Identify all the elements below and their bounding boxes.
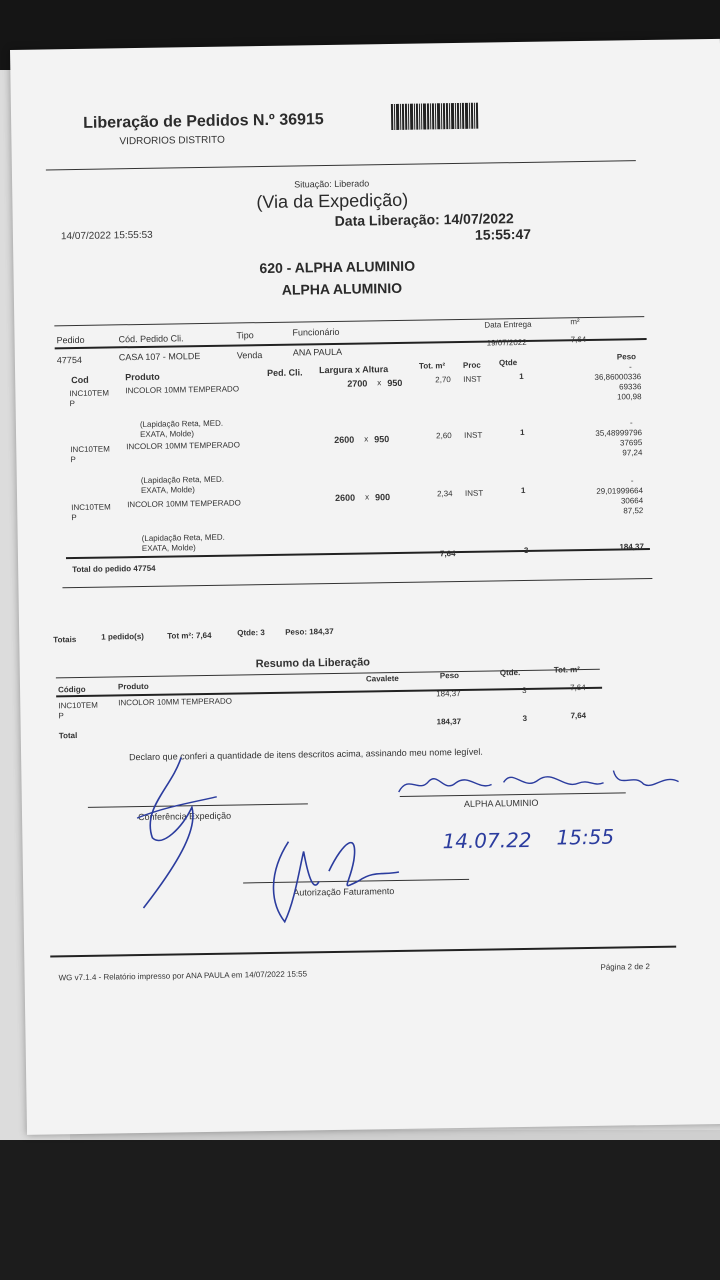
items-col-largura-altura: Largura x Altura: [318, 364, 389, 376]
footer-right: Página 2 de 2: [600, 962, 650, 972]
resumo-col-peso: Peso: [439, 671, 460, 681]
item-dash: -: [628, 362, 632, 372]
order-funcionario: ANA PAULA: [292, 346, 343, 358]
totals-peso: Peso: 184,37: [285, 626, 334, 637]
items-col-tot-m2: Tot. m²: [418, 361, 446, 371]
barcode: [391, 102, 497, 130]
resumo-total-label: Total: [58, 731, 78, 741]
totals-pedidos: 1 pedido(s): [101, 631, 144, 642]
item-qtde: 1: [519, 371, 524, 382]
resumo-total-m2: 7,64: [570, 711, 587, 721]
item-obs-2: EXATA, Molde): [139, 429, 195, 440]
item-tot-m2: 2,34: [436, 489, 453, 499]
item-produto: INCOLOR 10MM TEMPERADO: [125, 384, 240, 396]
item-proc: INST: [464, 430, 483, 440]
resumo-row-peso: 184,37: [436, 689, 461, 699]
item-dash: -: [629, 418, 633, 428]
item-proc: INST: [463, 374, 482, 384]
resumo-col-produto: Produto: [117, 681, 149, 692]
item-cod-suffix: P: [70, 455, 76, 465]
totals-qtde: Qtde: 3: [237, 628, 265, 638]
items-col-proc: Proc: [462, 360, 481, 370]
signature-label-cliente: ALPHA ALUMINIO: [463, 797, 539, 809]
items-col-peso: Peso: [616, 352, 637, 362]
resumo-title: Resumo da Liberação: [255, 656, 371, 671]
signature-label-conferencia: Conferência Expedição: [137, 810, 232, 823]
signature-autorizacao-drawing: [258, 830, 410, 932]
order-total-qtde: 3: [523, 545, 529, 555]
order-data-entrega: 19/07/2022: [486, 337, 527, 348]
item-cod-suffix: P: [71, 513, 77, 523]
item-cod-suffix: P: [69, 399, 75, 409]
item-altura: 950: [387, 377, 403, 389]
items-col-ped-cli: Ped. Cli.: [267, 367, 303, 379]
col-tipo: Tipo: [236, 330, 254, 341]
item-cod: INC10TEM: [71, 502, 111, 513]
item-qtde: 1: [520, 485, 526, 496]
col-pedido: Pedido: [56, 334, 85, 346]
resumo-total-qtde: 3: [522, 713, 528, 724]
items-col-qtde: Qtde: [498, 358, 518, 368]
item-cod: INC10TEM: [70, 444, 110, 455]
item-peso-2: 69336: [619, 382, 642, 392]
item-altura: 900: [374, 492, 391, 503]
item-peso-3: 87,52: [623, 506, 644, 516]
item-tot-m2: 2,70: [435, 375, 451, 385]
resumo-row-produto: INCOLOR 10MM TEMPERADO: [118, 696, 232, 708]
via-expedicao: (Via da Expedição): [256, 189, 409, 213]
order-cod-pedido: CASA 107 - MOLDE: [118, 351, 201, 363]
signature-cliente-drawing: [393, 760, 684, 805]
item-tot-m2: 2,60: [436, 431, 452, 441]
document-page: [10, 39, 720, 1135]
item-peso-2: 30664: [620, 496, 644, 506]
header-divider: [46, 160, 636, 170]
resumo-row-m2: 7,64: [570, 683, 586, 693]
item-peso-2: 37695: [619, 438, 643, 448]
print-datetime: 14/07/2022 15:55:53: [60, 229, 153, 243]
order-total-m2: 7,64: [439, 549, 456, 559]
resumo-row-codigo-suffix: P: [58, 711, 64, 721]
item-obs-1: (Lapidação Reta, MED.: [140, 474, 224, 485]
item-peso-1: 35,48999796: [595, 428, 643, 438]
item-dash: -: [630, 476, 634, 486]
item-x: x: [377, 378, 382, 388]
signature-label-autorizacao: Autorização Faturamento: [293, 886, 395, 898]
resumo-col-cavalete: Cavalete: [365, 673, 399, 684]
order-tipo: Venda: [236, 350, 263, 361]
item-obs-1: (Lapidação Reta, MED.: [141, 532, 225, 543]
background-bottom: [0, 1140, 720, 1280]
data-liberacao-time: 15:55:47: [474, 225, 532, 243]
resumo-row-qtde: 3: [522, 685, 527, 696]
data-liberacao: Data Liberação: 14/07/2022: [334, 210, 514, 229]
item-peso-1: 36,86000336: [594, 372, 642, 382]
col-data-entrega: Data Entrega: [484, 319, 532, 330]
order-pedido: 47754: [56, 354, 82, 366]
order-total-peso: 184,37: [619, 542, 644, 552]
footer-left: WG v7.1.4 - Relatório impresso por ANA PAULA em 14/07/2022 15:55: [58, 969, 308, 983]
declaration-text: Declaro que conferi a quantidade de itens descritos acima, assinando meu nome legível.: [129, 746, 483, 763]
resumo-total-peso: 184,37: [436, 716, 462, 727]
client-line-1: 620 - ALPHA ALUMINIO: [259, 257, 416, 277]
item-largura: 2600: [334, 434, 355, 445]
resumo-col-qtde: Qtde.: [499, 668, 521, 678]
item-x: x: [364, 434, 369, 444]
company-name: VIDRORIOS DISTRITO: [119, 134, 225, 148]
item-qtde: 1: [520, 427, 525, 438]
item-produto: INCOLOR 10MM TEMPERADO: [127, 498, 241, 510]
order-total-label: Total do pedido 47754: [72, 563, 156, 575]
totals-label: Totais: [53, 635, 77, 645]
footer-line: [50, 946, 676, 958]
item-largura: 2700: [347, 378, 368, 389]
item-peso-1: 29,01999664: [596, 486, 644, 496]
client-line-2: ALPHA ALUMINIO: [281, 279, 403, 298]
order-m2: 7,64: [570, 334, 587, 345]
item-cod: INC10TEM: [69, 388, 110, 399]
item-obs-2: EXATA, Molde): [141, 543, 196, 553]
col-m2: m²: [570, 317, 580, 327]
col-funcionario: Funcionário: [292, 326, 340, 338]
order-bottom-line: [62, 578, 652, 588]
item-altura: 950: [374, 434, 390, 445]
document-title: Liberação de Pedidos N.º 36915: [83, 111, 324, 132]
items-col-produto: Produto: [125, 371, 160, 383]
item-obs-1: (Lapidação Reta, MED.: [139, 418, 224, 430]
signature-conferencia-drawing: [121, 746, 244, 918]
handwritten-time: 15:55: [556, 824, 615, 850]
item-peso-3: 97,24: [622, 448, 643, 458]
totals-tot-m2: Tot m²: 7,64: [167, 630, 212, 641]
order-top-line: [54, 316, 644, 326]
resumo-row-codigo: INC10TEM: [58, 700, 98, 711]
item-largura: 2600: [334, 492, 356, 503]
handwritten-date: 14.07.22: [442, 827, 532, 854]
item-proc: INST: [464, 488, 484, 498]
resumo-col-codigo: Código: [57, 684, 86, 695]
resumo-col-tot-m2: Tot. m²: [553, 665, 580, 675]
situacao: Situação: Liberado: [294, 178, 370, 190]
col-cod-pedido: Cód. Pedido Cli.: [118, 333, 184, 345]
item-produto: INCOLOR 10MM TEMPERADO: [126, 440, 240, 452]
items-col-cod: Cod: [71, 374, 89, 386]
item-obs-2: EXATA, Molde): [140, 485, 195, 495]
item-peso-3: 100,98: [616, 392, 642, 402]
item-x: x: [364, 492, 370, 502]
